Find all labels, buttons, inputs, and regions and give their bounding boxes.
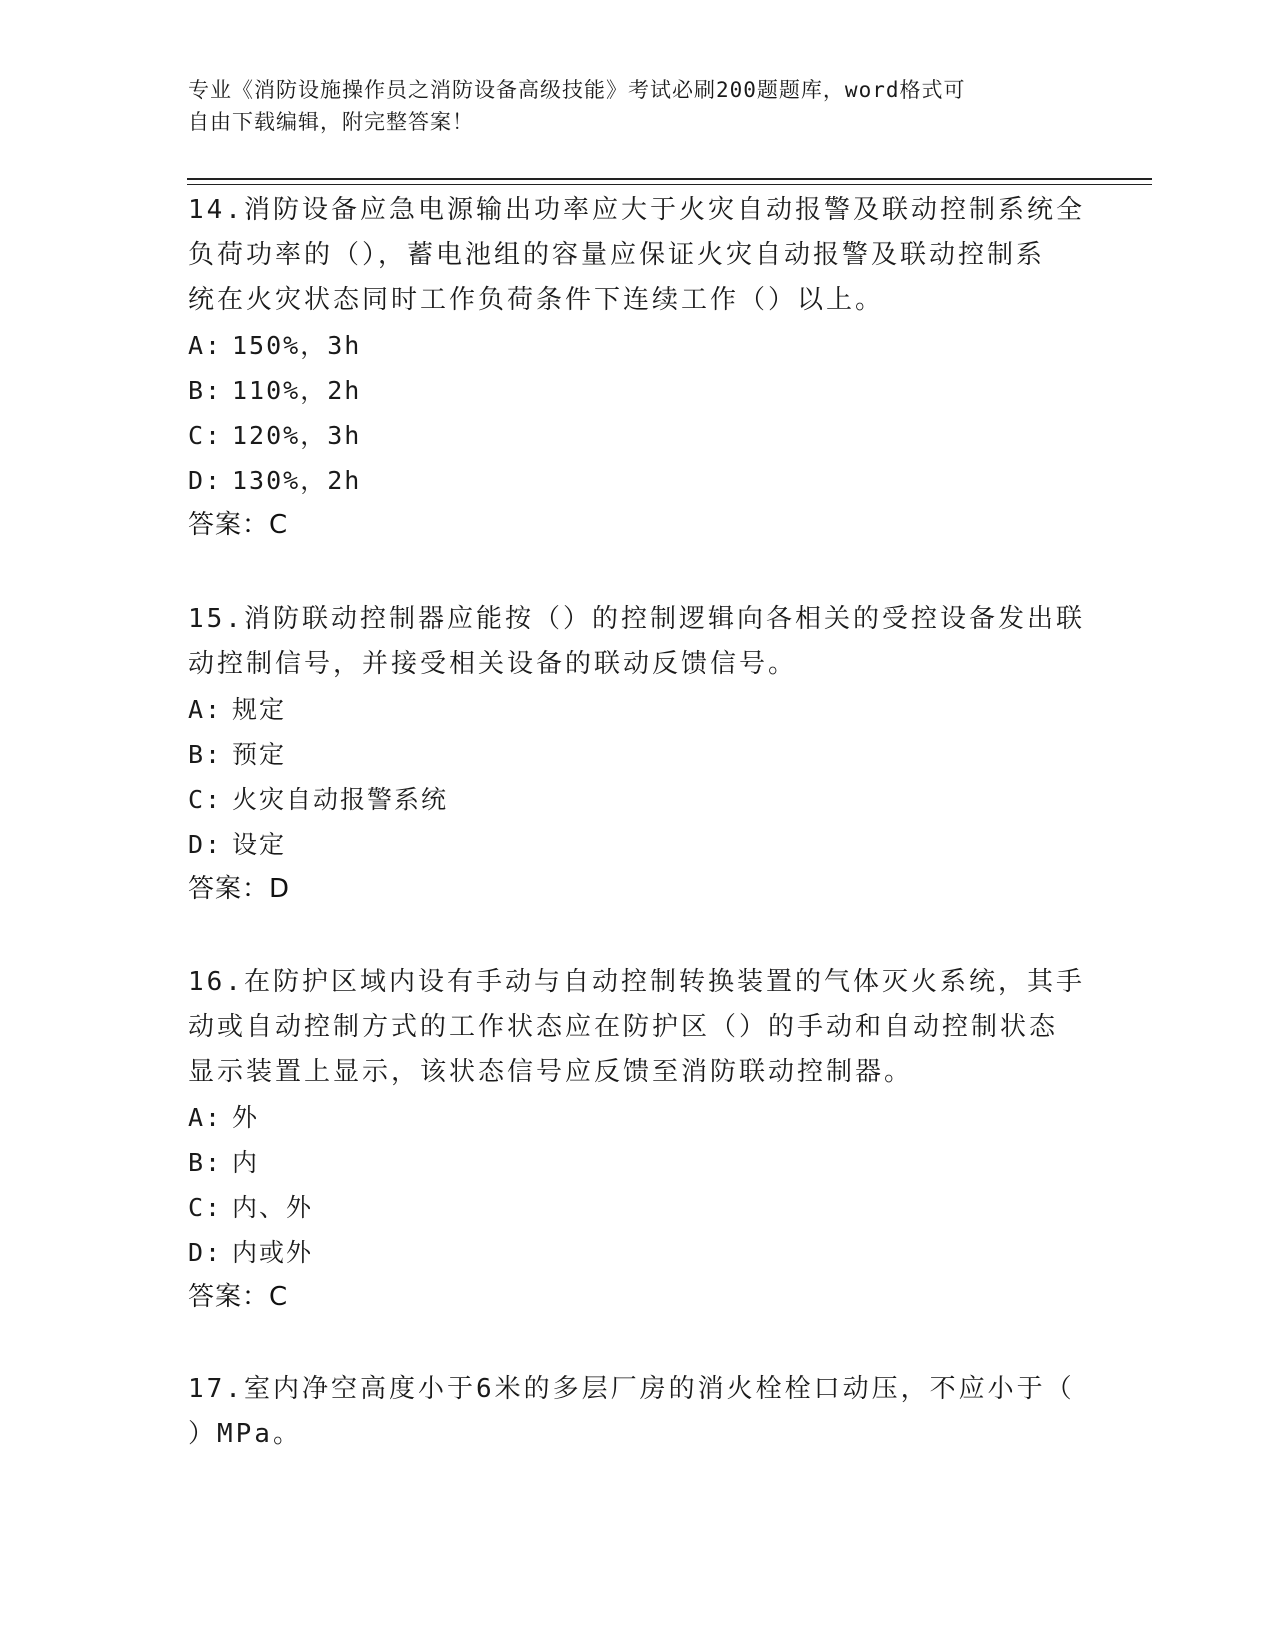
- option-text: 120%，3h: [232, 421, 362, 450]
- option-key: D:: [188, 466, 223, 495]
- option-b: [188, 732, 1088, 777]
- question-16: [188, 960, 1088, 1320]
- option-d: [188, 458, 1088, 503]
- stem-line: 17.室内净空高度小于6米的多层厂房的消火栓栓口动压，不应小于（: [188, 1374, 1075, 1404]
- option-d: [188, 1230, 1088, 1275]
- option-key: B:: [188, 740, 223, 769]
- question-stem: [188, 960, 1088, 1095]
- option-d: [188, 822, 1088, 867]
- option-text: 130%，2h: [232, 466, 362, 495]
- option-text: 火灾自动报警系统: [232, 785, 449, 814]
- option-a: [188, 687, 1088, 732]
- stem-line: 15.消防联动控制器应能按（）的控制逻辑向各相关的受控设备发出联: [188, 604, 1085, 634]
- header-line-2: 自由下载编辑，附完整答案！: [188, 110, 474, 134]
- option-key: A:: [188, 1103, 223, 1132]
- option-key: D:: [188, 830, 223, 859]
- option-text: 外: [232, 1103, 260, 1132]
- option-text: 150%，3h: [232, 331, 362, 360]
- answer-line: 答案：C: [188, 1282, 289, 1312]
- option-key: A:: [188, 331, 223, 360]
- document-header: [188, 74, 1068, 138]
- header-line-1: 专业《消防设施操作员之消防设备高级技能》考试必刷200题题库，word格式可: [188, 78, 966, 102]
- option-key: D:: [188, 1238, 223, 1267]
- option-key: C:: [188, 785, 223, 814]
- option-a: [188, 1095, 1088, 1140]
- option-c: [188, 1185, 1088, 1230]
- option-text: 内: [232, 1148, 260, 1177]
- question-14: [188, 188, 1088, 548]
- option-c: [188, 777, 1088, 822]
- stem-line: 显示装置上显示，该状态信号应反馈至消防联动控制器。: [188, 1057, 914, 1087]
- option-text: 预定: [232, 740, 287, 769]
- option-text: 内或外: [232, 1238, 314, 1267]
- stem-line: 统在火灾状态同时工作负荷条件下连续工作（）以上。: [188, 285, 885, 315]
- stem-line: 16.在防护区域内设有手动与自动控制转换装置的气体灭火系统，其手: [188, 967, 1085, 997]
- option-b: [188, 368, 1088, 413]
- option-b: [188, 1140, 1088, 1185]
- question-17: [188, 1367, 1088, 1457]
- option-key: C:: [188, 1193, 223, 1222]
- stem-line: ）MPa。: [188, 1419, 302, 1449]
- option-text: 内、外: [232, 1193, 314, 1222]
- stem-line: 动或自动控制方式的工作状态应在防护区（）的手动和自动控制状态: [188, 1012, 1059, 1042]
- option-key: B:: [188, 376, 223, 405]
- question-15: [188, 597, 1088, 912]
- option-text: 110%，2h: [232, 376, 362, 405]
- question-stem: [188, 1367, 1088, 1457]
- option-key: C:: [188, 421, 223, 450]
- stem-line: 14.消防设备应急电源输出功率应大于火灾自动报警及联动控制系统全: [188, 195, 1085, 225]
- stem-line: 动控制信号，并接受相关设备的联动反馈信号。: [188, 649, 798, 679]
- option-c: [188, 413, 1088, 458]
- option-text: 规定: [232, 695, 287, 724]
- answer-line: 答案：D: [188, 874, 291, 904]
- option-key: B:: [188, 1148, 223, 1177]
- question-stem: [188, 188, 1088, 323]
- option-a: [188, 323, 1088, 368]
- answer-line: 答案：C: [188, 510, 289, 540]
- question-stem: [188, 597, 1088, 687]
- header-divider-thick: [187, 178, 1152, 180]
- stem-line: 负荷功率的（），蓄电池组的容量应保证火灾自动报警及联动控制系: [188, 240, 1046, 270]
- option-text: 设定: [232, 830, 287, 859]
- option-key: A:: [188, 695, 223, 724]
- header-divider-thin: [187, 184, 1152, 185]
